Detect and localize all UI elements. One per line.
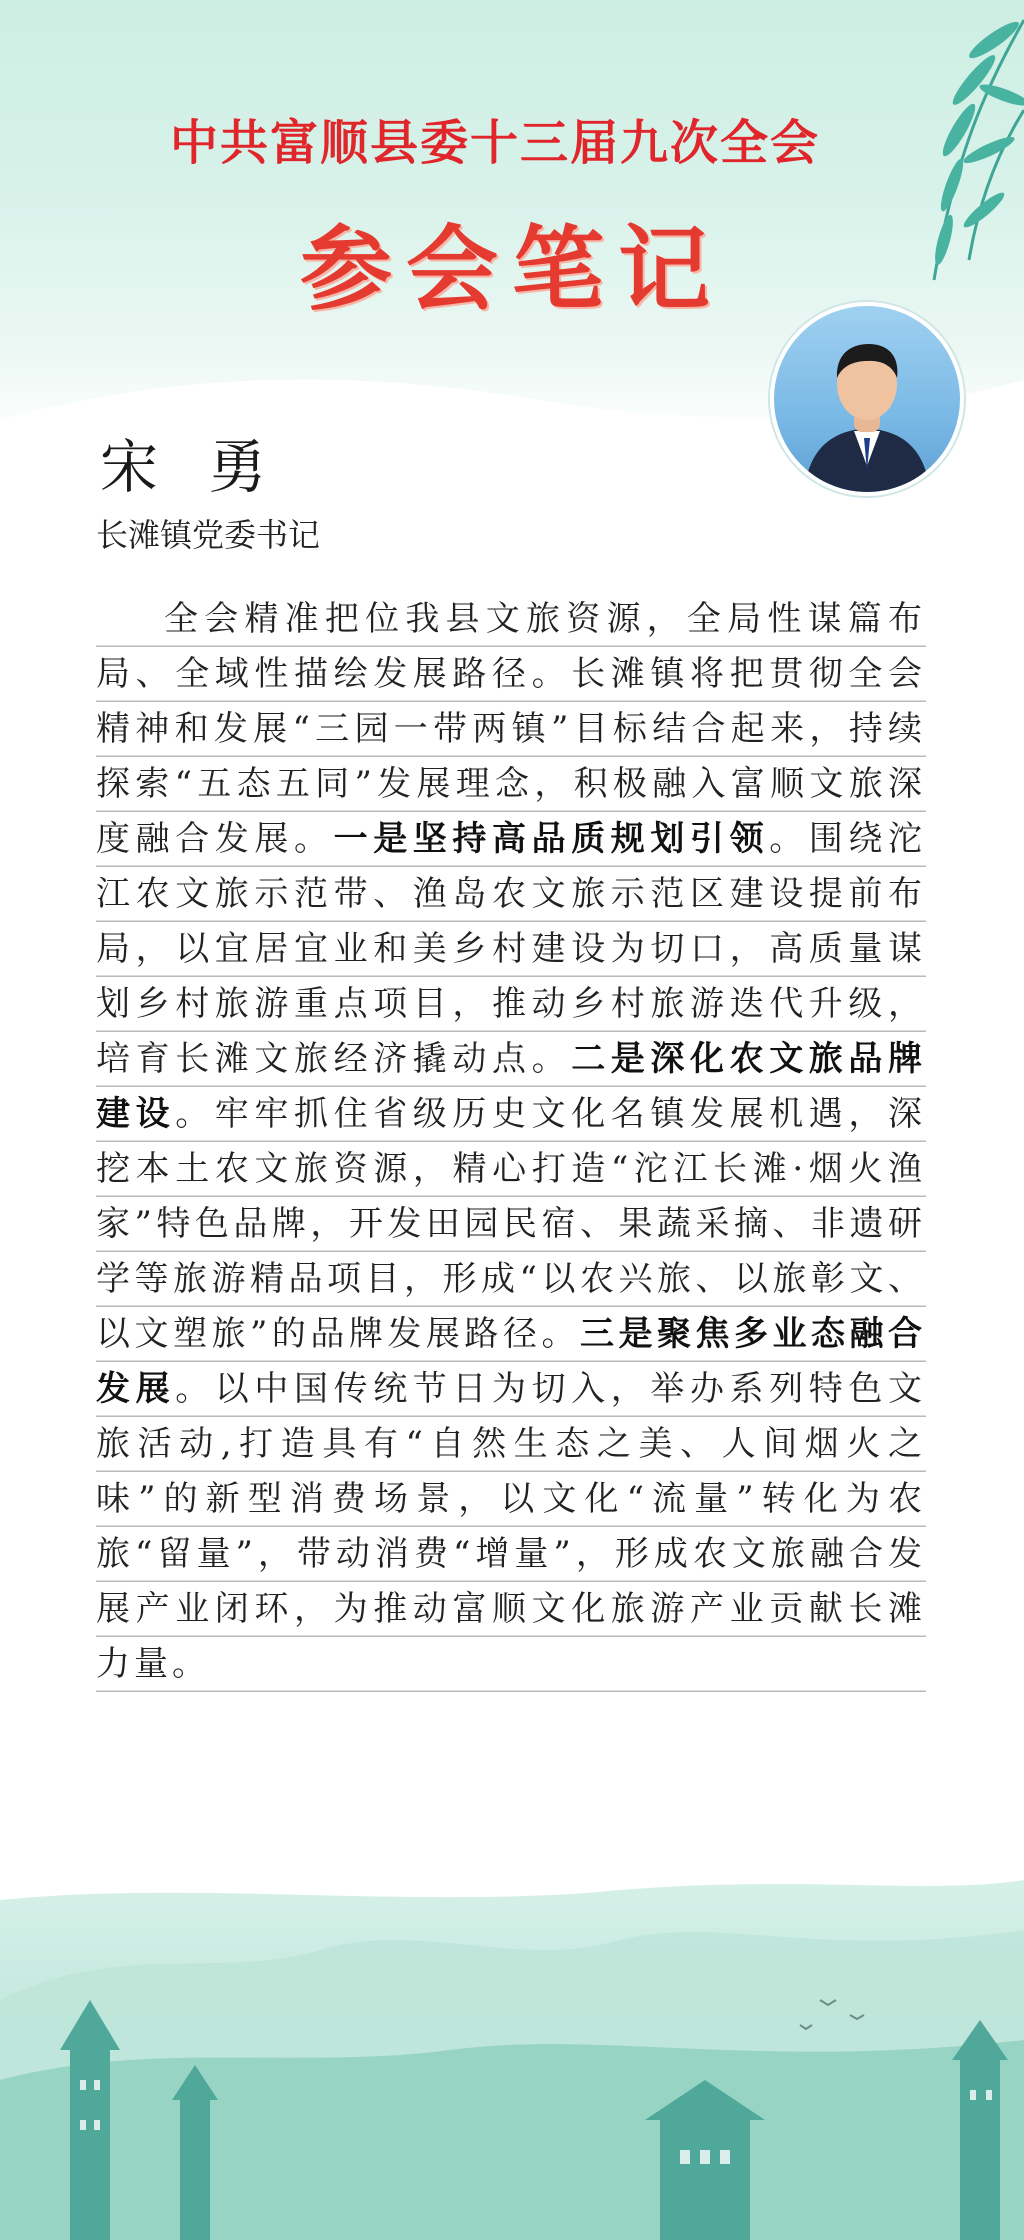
point-two-heading: 二是深化农文旅品牌建设 <box>96 1039 927 1134</box>
person-photo-icon <box>770 302 964 496</box>
point-three-text: 。以中国传统节日为切入，举办系列特色文旅活动,打造具有“自然生态之美、人间烟火之味”的新型消费场景，以文化“流量”转化为农旅“留量”，带动消费“增量”，形成农文旅融合发展产业闭环，为推动富顺文化旅游产业贡献长滩力量。 <box>96 1369 927 1684</box>
person-name: 宋 勇 <box>100 433 283 501</box>
point-three-heading: 三是聚焦多业态融合发展 <box>96 1314 926 1409</box>
notes-heading: 参会笔记 <box>299 215 724 323</box>
point-one-text: 。围绕沱江农文旅示范带、渔岛农文旅示范区建设提前布局，以宜居宜业和美乡村建设为切口，高质量谋划乡村旅游重点项目，推动乡村旅游迭代升级，培育长滩文旅经济撬动点。 <box>96 819 927 1079</box>
point-one-heading: 一是坚持高品质规划引领 <box>333 819 770 859</box>
article-intro: 全会精准把位我县文旅资源，全局性谋篇布局、全域性描绘发展路径。长滩镇将把贯彻全会精神和发展“三园一带两镇”目标结合起来，持续探索“五态五同”发展理念，积极融入富顺文旅深度融合发展。 <box>96 599 926 859</box>
article-paragraph <box>96 592 926 1692</box>
town-landscape-icon <box>0 1880 1024 2240</box>
meeting-title: 中共富顺县委十三届九次全会 <box>169 115 820 171</box>
article-body <box>96 592 926 1692</box>
point-two-text: 。牢牢抓住省级历史文化名镇发展机遇，深挖本土农文旅资源，精心打造“沱江长滩·烟火渔家”特色品牌，开发田园民宿、果蔬采摘、非遗研学等旅游精品项目，形成“以农兴旅、以旅彰文、以文塑旅”的品牌发展路径。 <box>96 1094 927 1354</box>
person-role: 长滩镇党委书记 <box>96 516 321 554</box>
